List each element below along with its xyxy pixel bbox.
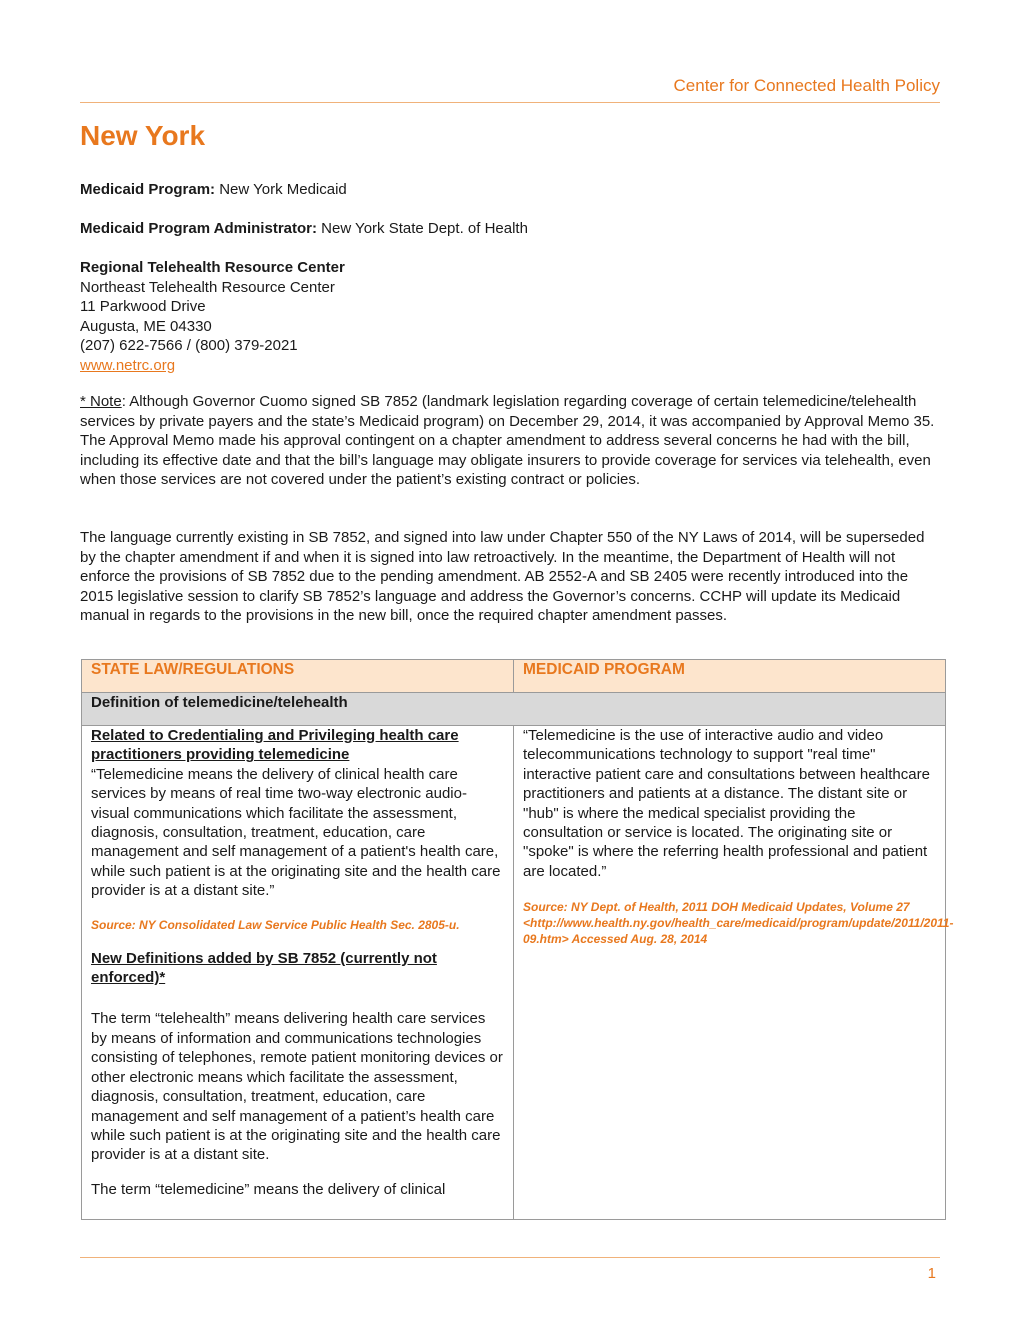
policy-table <box>81 659 954 1220</box>
credentialing-source: Source: NY Consolidated Law Service Public Health Sec. 2805-u. <box>91 917 460 932</box>
table-header-row <box>82 660 946 693</box>
resource-center-address1: 11 Parkwood Drive <box>80 298 206 315</box>
medicaid-program-line <box>80 180 940 200</box>
resource-center-website-link[interactable]: www.netrc.org <box>80 356 176 374</box>
resource-center-name: Northeast Telehealth Resource Center <box>80 278 335 296</box>
medicaid-program-label: Medicaid Program: <box>80 181 216 198</box>
medicaid-admin-label: Medicaid Program Administrator: <box>80 220 317 237</box>
status-paragraph: The language currently existing in SB 7852, and signed into law under Chapter 550 of the NY Laws of 2014, will be superseded by the chapter amendment if and when it is signed into law retroactively. In the meantime, the Department of Health will not enforce the provisions of SB 7852 due to the pending amendment. AB 2552-A and SB 2405 were recently introduced into the 2015 legislative session to clarify SB 7852’s language and address the Governor’s concerns. CCHP will update its Medicaid manual in regards to the provisions in the new bill, once the required chapter amendment passes. <box>80 529 925 624</box>
state-law-cell <box>82 726 514 1220</box>
col-header-state-law: STATE LAW/REGULATIONS <box>82 660 514 693</box>
section-title: Definition of telemedicine/telehealth <box>82 693 946 726</box>
note-paragraph <box>80 392 942 490</box>
note-text: : Although Governor Cuomo signed SB 7852 (landmark legislation regarding coverage of certain telemedicine/telehealth services by private payers and the state’s Medicaid program) on December 29, 2014, it was accompanied by Approval Memo 35. The Approval Memo made his approval contingent on a chapter amendment to address several concerns he had with the bill, including its effective date and that the bill’s language may obligate insurers to provide coverage for services via telehealth, even when those services are not covered under the patient’s existing contract or policies. <box>80 393 935 488</box>
table-row <box>82 726 946 1220</box>
resource-center-address2: Augusta, ME 04330 <box>80 317 212 335</box>
table-section-row <box>82 693 946 726</box>
sb7852-heading: New Definitions added by SB 7852 (currently not enforced)* <box>91 949 437 987</box>
page-title: New York <box>80 120 206 151</box>
header-org-name: Center for Connected Health Policy <box>673 76 940 95</box>
credentialing-definition: “Telemedicine means the delivery of clinical health care services by means of real time two-way electronic audio-visual communications which facilitate the assessment, diagnosis, consultation, treatment, education, care management and self management of a patient's health care, while such patient is at the originating site and the health care provider is at a distant site.” <box>91 765 501 900</box>
medicaid-source: Source: NY Dept. of Health, 2011 DOH Medicaid Updates, Volume 27 <http://www.health.ny.gov/health_care/medicaid/program/update/2011/2011-09.htm> Accessed Aug. 28, 2014 <box>523 900 954 947</box>
header-divider <box>80 102 940 103</box>
medicaid-admin-line <box>80 219 940 239</box>
footer-divider <box>80 1257 940 1258</box>
medicaid-program-value: New York Medicaid <box>219 181 347 198</box>
telemedicine-definition-start: The term “telemedicine” means the delivery of clinical <box>91 1180 446 1198</box>
medicaid-admin-value: New York State Dept. of Health <box>321 220 528 237</box>
medicaid-definition: “Telemedicine is the use of interactive audio and video telecommunications technology to support "real time" interactive patient care and consultations between healthcare practitioners and patients at a distance. The distant site or "hub" is where the medical specialist providing the consultation or service is located. The originating site or "spoke" is where the referring health professional and patient are located.” <box>523 727 930 880</box>
credentialing-heading: Related to Credentialing and Privileging health care practitioners providing telemedicine <box>91 727 459 764</box>
page-number: 1 <box>927 1265 936 1282</box>
telehealth-definition: The term “telehealth” means delivering health care services by means of information and communications technologies consisting of telephones, remote patient monitoring devices or other electronic means which facilitate the assessment, diagnosis, consultation, treatment, education, care management and self management of a patient’s health care while such patient is at the originating site and the health care provider is at a distant site. <box>91 1010 503 1164</box>
col-header-medicaid: MEDICAID PROGRAM <box>514 660 946 693</box>
resource-center-block <box>80 258 940 375</box>
note-label: * Note <box>80 393 122 410</box>
resource-center-phone: (207) 622-7566 / (800) 379-2021 <box>80 337 298 354</box>
medicaid-cell <box>514 726 954 1220</box>
resource-center-heading: Regional Telehealth Resource Center <box>80 259 345 276</box>
